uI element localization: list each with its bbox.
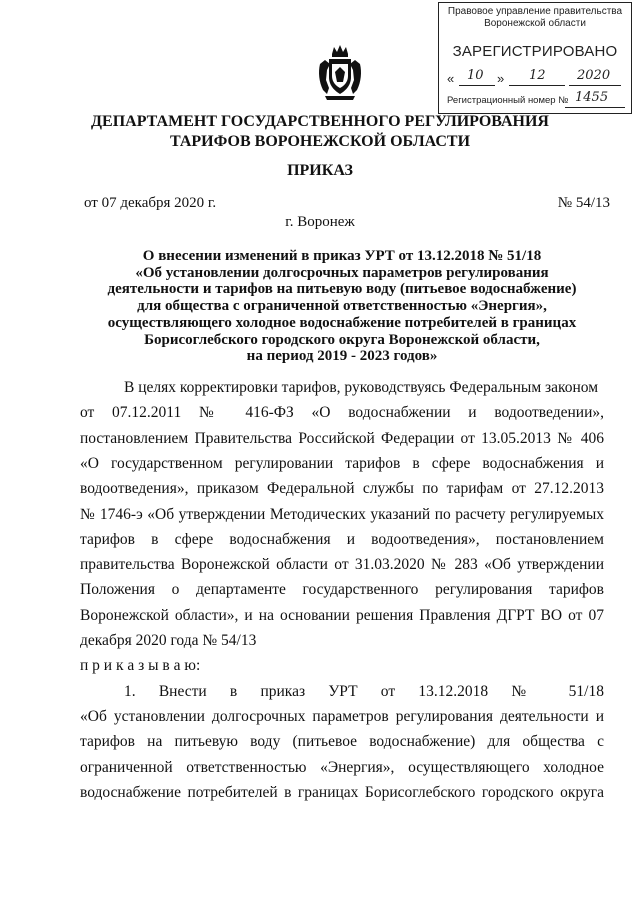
stamp-number-label: Регистрационный номер № bbox=[447, 95, 569, 106]
body-line: № 1746-э «Об утверждении Методических указаний по расчету регулируемых bbox=[80, 505, 604, 523]
body-line: водоотведения», приказом Федеральной службы по тарифам от 27.12.2013 bbox=[80, 480, 604, 498]
stamp-date-row bbox=[447, 68, 623, 89]
order-title: ПРИКАЗ bbox=[287, 162, 353, 179]
stamp-month: 12 bbox=[529, 68, 546, 83]
subject-line: О внесении изменений в приказ УРТ от 13.12.2018 № 51/18 bbox=[142, 248, 542, 264]
order-date: от 07 декабря 2020 г. bbox=[84, 195, 217, 211]
stamp-number: 1455 bbox=[575, 90, 609, 105]
body-line: Положения о департаменте государственного регулирования тарифов bbox=[80, 581, 604, 599]
body-line: постановлением Правительства Российской Федерации от 13.05.2013 № 406 bbox=[80, 429, 604, 447]
department-title-line1: ДЕПАРТАМЕНТ ГОСУДАРСТВЕННОГО РЕГУЛИРОВАНИЯ bbox=[91, 113, 549, 130]
stamp-authority-line2: Воронежской области bbox=[484, 18, 586, 29]
registration-stamp bbox=[438, 2, 632, 114]
subject-line: осуществляющего холодное водоснабжение потребителей в границах bbox=[107, 314, 577, 331]
subject-line: Борисоглебского городского округа Воронежской области, bbox=[144, 331, 540, 348]
stamp-authority-line1: Правовое управление правительства bbox=[447, 6, 623, 17]
order-city: г. Воронеж bbox=[285, 214, 355, 230]
body-line: «Об установлении долгосрочных параметров регулирования деятельности и bbox=[80, 707, 604, 725]
subject-line: «Об установлении долгосрочных параметров регулирования bbox=[135, 264, 549, 281]
body-line: правительства Воронежской области от 31.03.2020 № 283 «Об утверждении bbox=[80, 556, 604, 574]
stamp-year: 2020 bbox=[577, 68, 611, 83]
subject-line: деятельности и тарифов на питьевую воду (питьевое водоснабжение) bbox=[107, 281, 577, 298]
body-line: п р и к а з ы в а ю: bbox=[80, 657, 201, 675]
body-line: от 07.12.2011 № 416-ФЗ «О водоснабжении и водоотведении», bbox=[80, 404, 604, 422]
body-line: водоснабжение потребителей в границах Борисоглебского городского округа bbox=[80, 783, 604, 801]
body-line: В целях корректировки тарифов, руководствуясь Федеральным законом bbox=[124, 379, 599, 396]
body-line: декабря 2020 года № 54/13 bbox=[80, 632, 257, 649]
stamp-quote-close: » bbox=[497, 71, 505, 86]
subject-line: на период 2019 - 2023 годов» bbox=[246, 348, 438, 365]
order-subject bbox=[80, 248, 604, 365]
stamp-number-row bbox=[447, 90, 627, 106]
department-title-line2: ТАРИФОВ ВОРОНЕЖСКОЙ ОБЛАСТИ bbox=[169, 133, 471, 150]
subject-line: для общества с ограниченной ответственностью «Энергия», bbox=[137, 298, 547, 315]
body-line: ограниченной ответственностью «Энергия», осуществляющего холодное bbox=[80, 758, 604, 776]
coat-of-arms-icon bbox=[317, 44, 363, 102]
stamp-registered-label: ЗАРЕГИСТРИРОВАНО bbox=[452, 43, 618, 60]
stamp-quote-open: « bbox=[447, 71, 455, 86]
body-line: тарифов на питьевую воду (питьевое водоснабжение) для общества с bbox=[80, 733, 604, 751]
body-line: 1. Внести в приказ УРТ от 13.12.2018 № 51/18 bbox=[124, 682, 604, 700]
body-line: «О государственном регулировании тарифов в сфере водоснабжения и bbox=[80, 454, 604, 472]
body-line: Воронежской области», и на основании решения Правления ДГРТ ВО от 07 bbox=[80, 606, 604, 624]
body-line: тарифов в сфере водоснабжения и водоотведения», постановлением bbox=[80, 530, 604, 548]
order-number: № 54/13 bbox=[557, 195, 610, 211]
stamp-day: 10 bbox=[467, 68, 484, 83]
